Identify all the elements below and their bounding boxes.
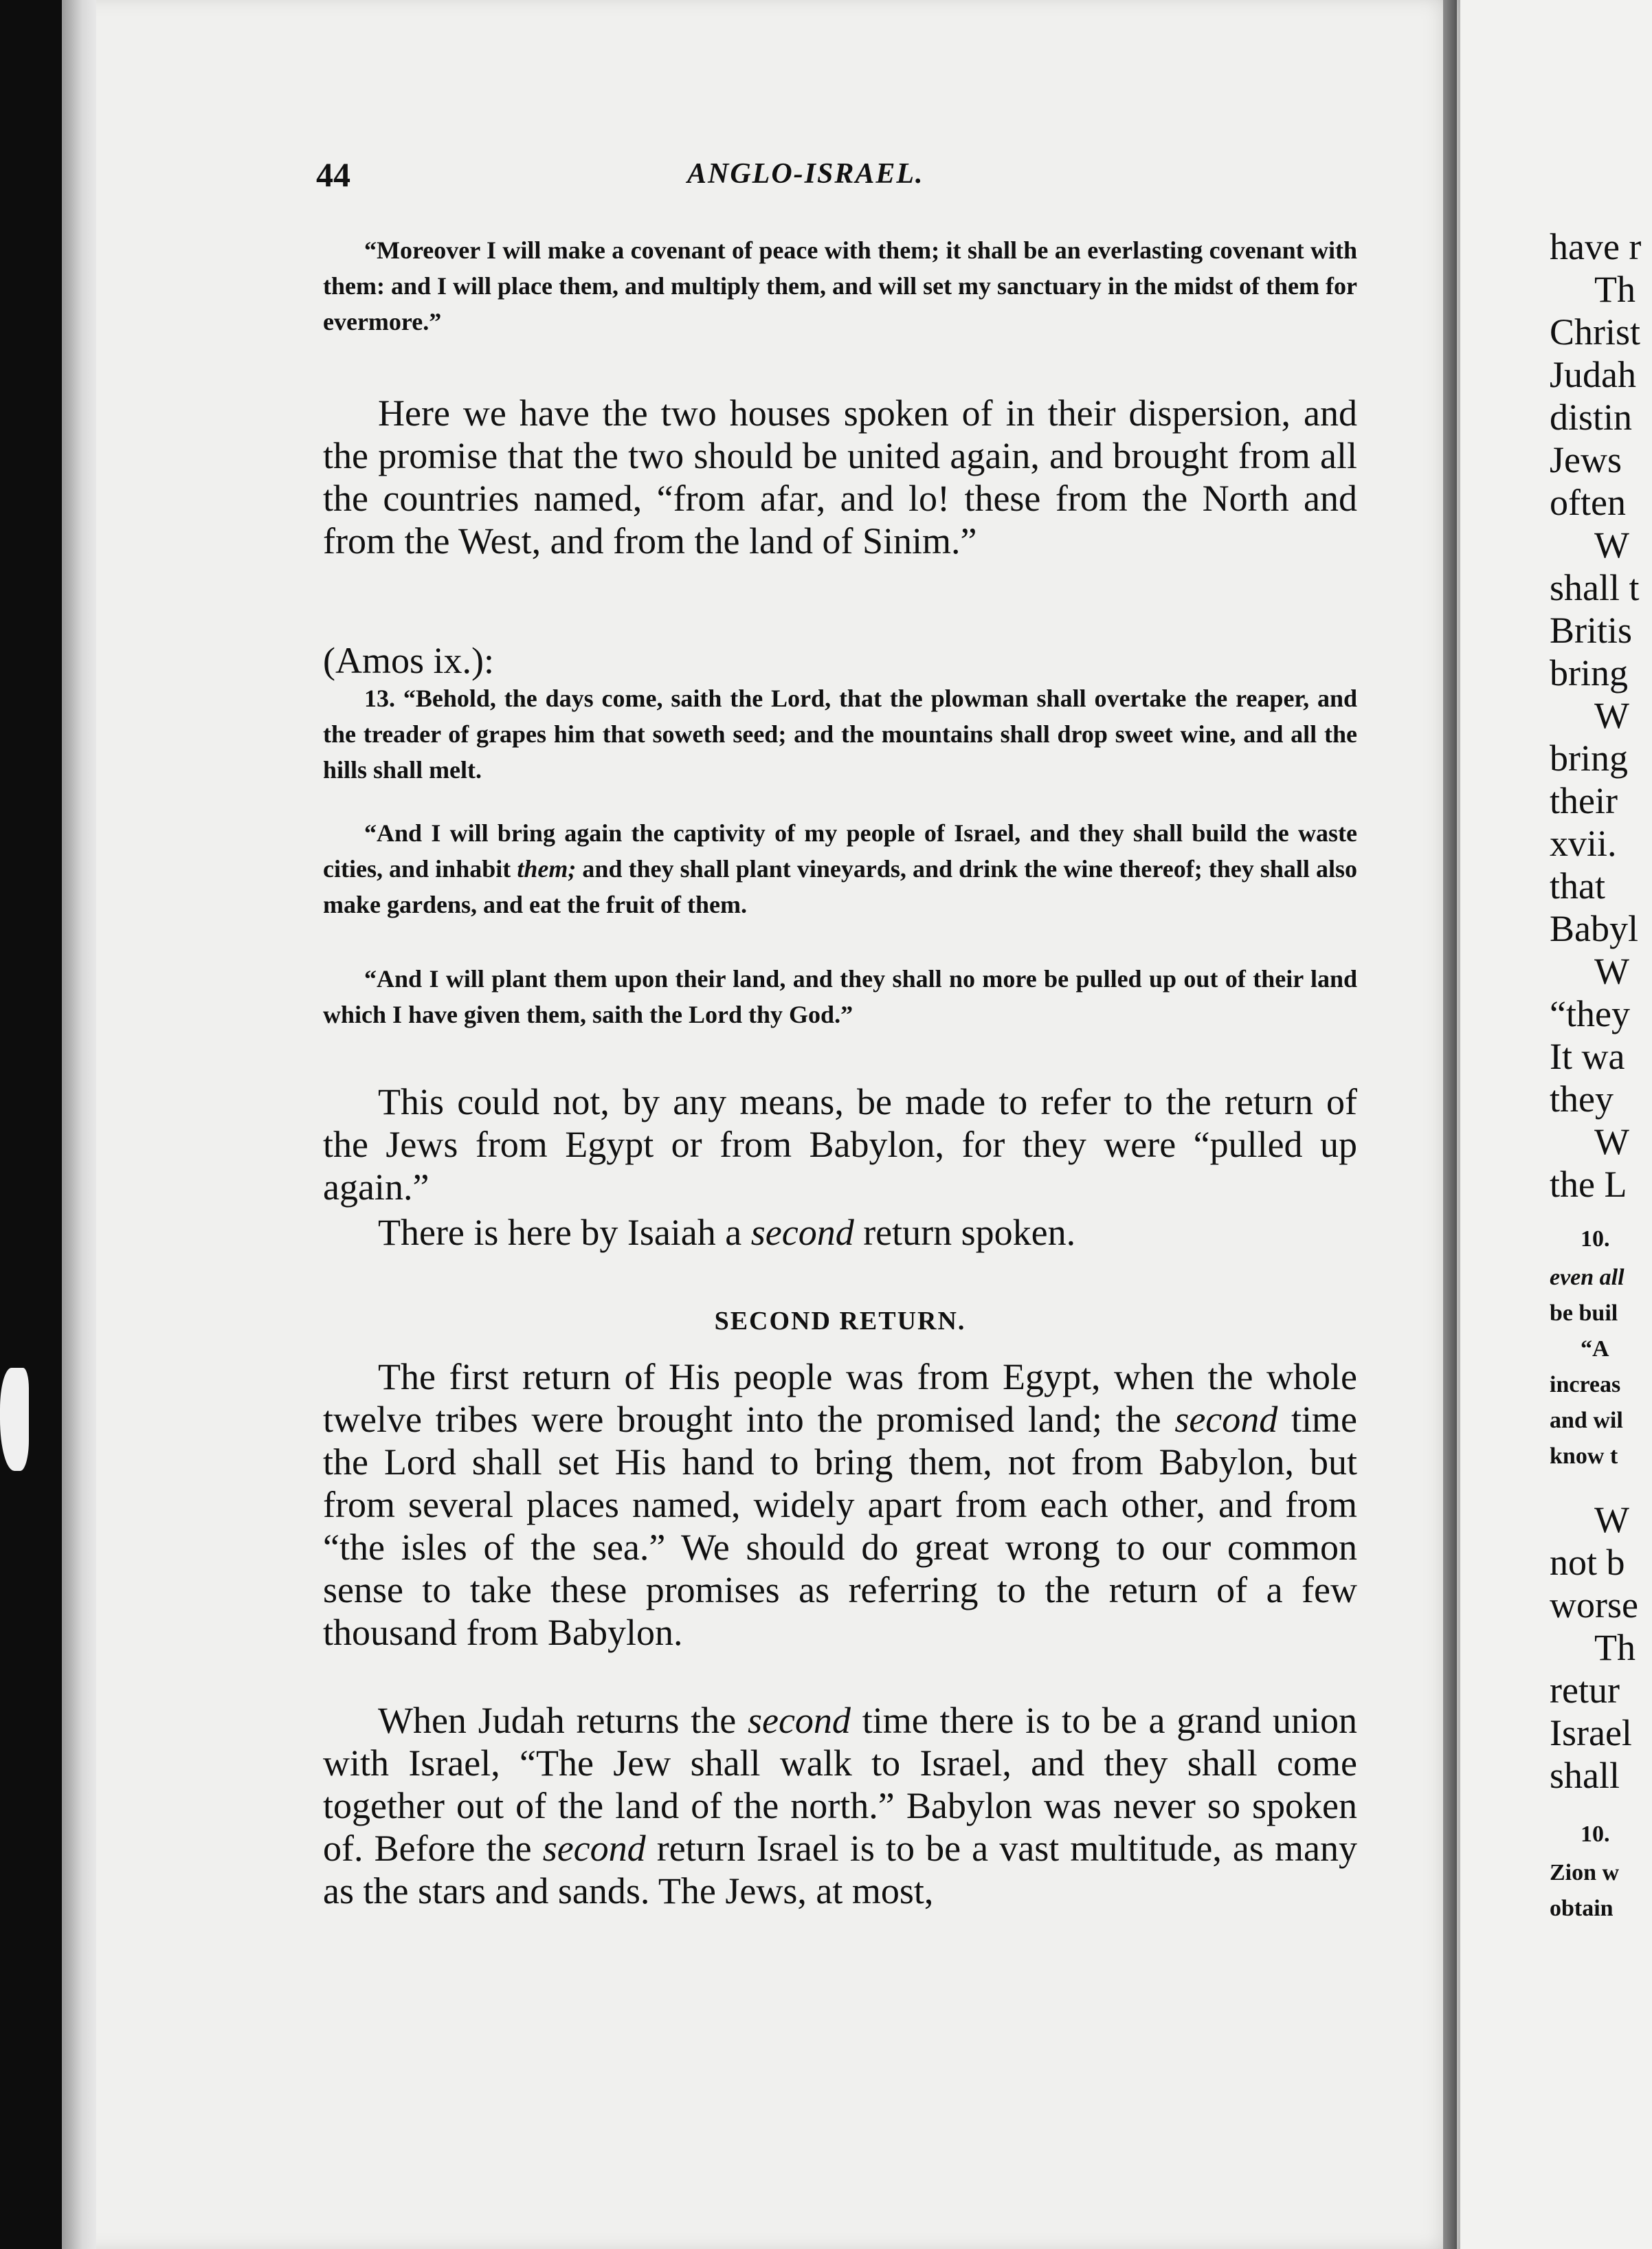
right-page-line: W [1594, 1499, 1629, 1540]
para3-text-b: return spoken. [853, 1212, 1076, 1253]
right-page-line: It wa [1550, 1036, 1625, 1077]
right-page-line: 10. [1581, 1226, 1610, 1252]
right-page-line: Babyl [1550, 908, 1638, 949]
quote-amos-15: “And I will plant them upon their land, and they shall no more be pulled up out of their land which I have given them, saith the Lord thy God.” [323, 965, 1357, 1028]
para3-text-a: There is here by Isaiah a [378, 1212, 751, 1253]
right-page-line: distin [1550, 397, 1633, 438]
quote-ezekiel: “Moreover I will make a covenant of peace with them; it shall be an everlasting covenant with them: and I will place them, and multiply them, and will set my sanctuary in the midst of them for evermore.” [323, 236, 1357, 335]
right-page-line: Britis [1550, 610, 1633, 651]
right-page-line: have r [1550, 226, 1642, 267]
para5-text-a: When Judah returns the [378, 1700, 748, 1741]
right-page-line: W [1594, 951, 1629, 992]
right-page-line: their [1550, 780, 1618, 821]
right-page-line: even all [1550, 1265, 1625, 1290]
right-page-line: bring [1550, 652, 1628, 694]
right-page-line: that [1550, 865, 1605, 907]
right-page-line: W [1594, 695, 1629, 736]
paragraph-not-egypt: This could not, by any means, be made to refer to the return of the Jews from Egypt or from Babylon, for they were “pulled up again.” [323, 1081, 1357, 1208]
amos-reference: (Amos ix.): [323, 640, 494, 681]
right-page-line: obtain [1550, 1896, 1614, 1921]
right-page-line: xvii. [1550, 823, 1617, 864]
para4-text-b: time the Lord shall set His hand to bring them, not from Babylon, but from several places named, widely apart from each other, and from “the isles of the sea.” We should do great wrong to our common sense to take these promises as referring to the return of a few thousand from Babylon. [323, 1399, 1357, 1653]
right-page-line: know t [1550, 1443, 1618, 1469]
para4-text-a: The first return of His people was from Egypt, when the whole twelve tribes were brought into the promised land; the [323, 1356, 1357, 1440]
right-page-line: 10. [1581, 1821, 1610, 1847]
para5-text-c: return Israel is to be a vast multitude, as many as the stars and sands. The Jews, at most, [323, 1828, 1357, 1912]
para5-emphasis-1: second [747, 1700, 851, 1741]
right-page-line: increas [1550, 1372, 1621, 1397]
quote-amos-13: 13. “Behold, the days come, saith the Lord, that the plowman shall overtake the reaper, and the treader of grapes him that soweth seed; and the mountains shall drop sweet wine, and all the hills shall melt. [323, 685, 1357, 784]
quote-amos-14-text-a: “And I will bring again the captivity of my people of Israel, and they shall build the waste cities, and inhabit [323, 819, 1357, 883]
quote-amos-14-text-b: and they shall plant vineyards, and drink the wine thereof; they shall also make gardens, and eat the fruit of them. [323, 855, 1357, 918]
right-page-line: be buil [1550, 1300, 1618, 1326]
paragraph-second-return [323, 1211, 1357, 1254]
right-page-line: they [1550, 1078, 1614, 1120]
para5-emphasis-2: second [542, 1828, 646, 1869]
right-page-line: retur [1550, 1670, 1620, 1711]
right-page-line: Th [1594, 269, 1636, 310]
right-page-line: shall t [1550, 567, 1640, 608]
running-header [316, 155, 1347, 196]
page-stack-edge [62, 0, 96, 2249]
right-page-line: bring [1550, 738, 1628, 779]
right-page-line: Christ [1550, 311, 1641, 353]
right-page-line: the L [1550, 1164, 1627, 1205]
right-page-line: Th [1594, 1627, 1636, 1668]
right-page-line: “they [1550, 993, 1630, 1034]
paragraph-dispersion: Here we have the two houses spoken of in their dispersion, and the promise that the two should be united again, and brought from all the countries named, “from afar, and lo! these from the North and from the West, and from the land of Sinim.” [323, 392, 1357, 562]
para4-emphasis: second [1174, 1399, 1278, 1440]
quote-amos-14-emphasis: them; [517, 855, 577, 883]
paragraph-first-return [323, 1355, 1357, 1654]
right-page-line: “A [1581, 1336, 1609, 1362]
right-page-line: and wil [1550, 1408, 1623, 1433]
right-page-line: Israel [1550, 1712, 1632, 1753]
right-page-line: Jews [1550, 439, 1622, 480]
para3-emphasis: second [750, 1212, 854, 1253]
right-page-line: often [1550, 482, 1626, 523]
page-number: 44 [316, 155, 350, 194]
para5-text-b: time there is to be a grand union with Israel, “The Jew shall walk to Israel, and they shall come together out of the land of the north.” Babylon was never so spoken of. Before the [323, 1700, 1358, 1869]
right-page-line: W [1594, 1121, 1629, 1162]
right-page-line: W [1594, 524, 1629, 566]
right-page-line: Zion w [1550, 1860, 1620, 1885]
right-page-line: worse [1550, 1584, 1638, 1626]
book-gutter [1443, 0, 1457, 2249]
right-page-line: shall [1550, 1755, 1620, 1796]
scan-blemish [0, 1368, 29, 1471]
right-page-line: Judah [1550, 354, 1636, 395]
section-heading: SECOND RETURN. [714, 1307, 966, 1336]
quote-amos-14 [323, 815, 1357, 922]
running-title: ANGLO-ISRAEL. [687, 158, 924, 190]
paragraph-grand-union [323, 1699, 1357, 1912]
right-page-line: not b [1550, 1542, 1625, 1583]
